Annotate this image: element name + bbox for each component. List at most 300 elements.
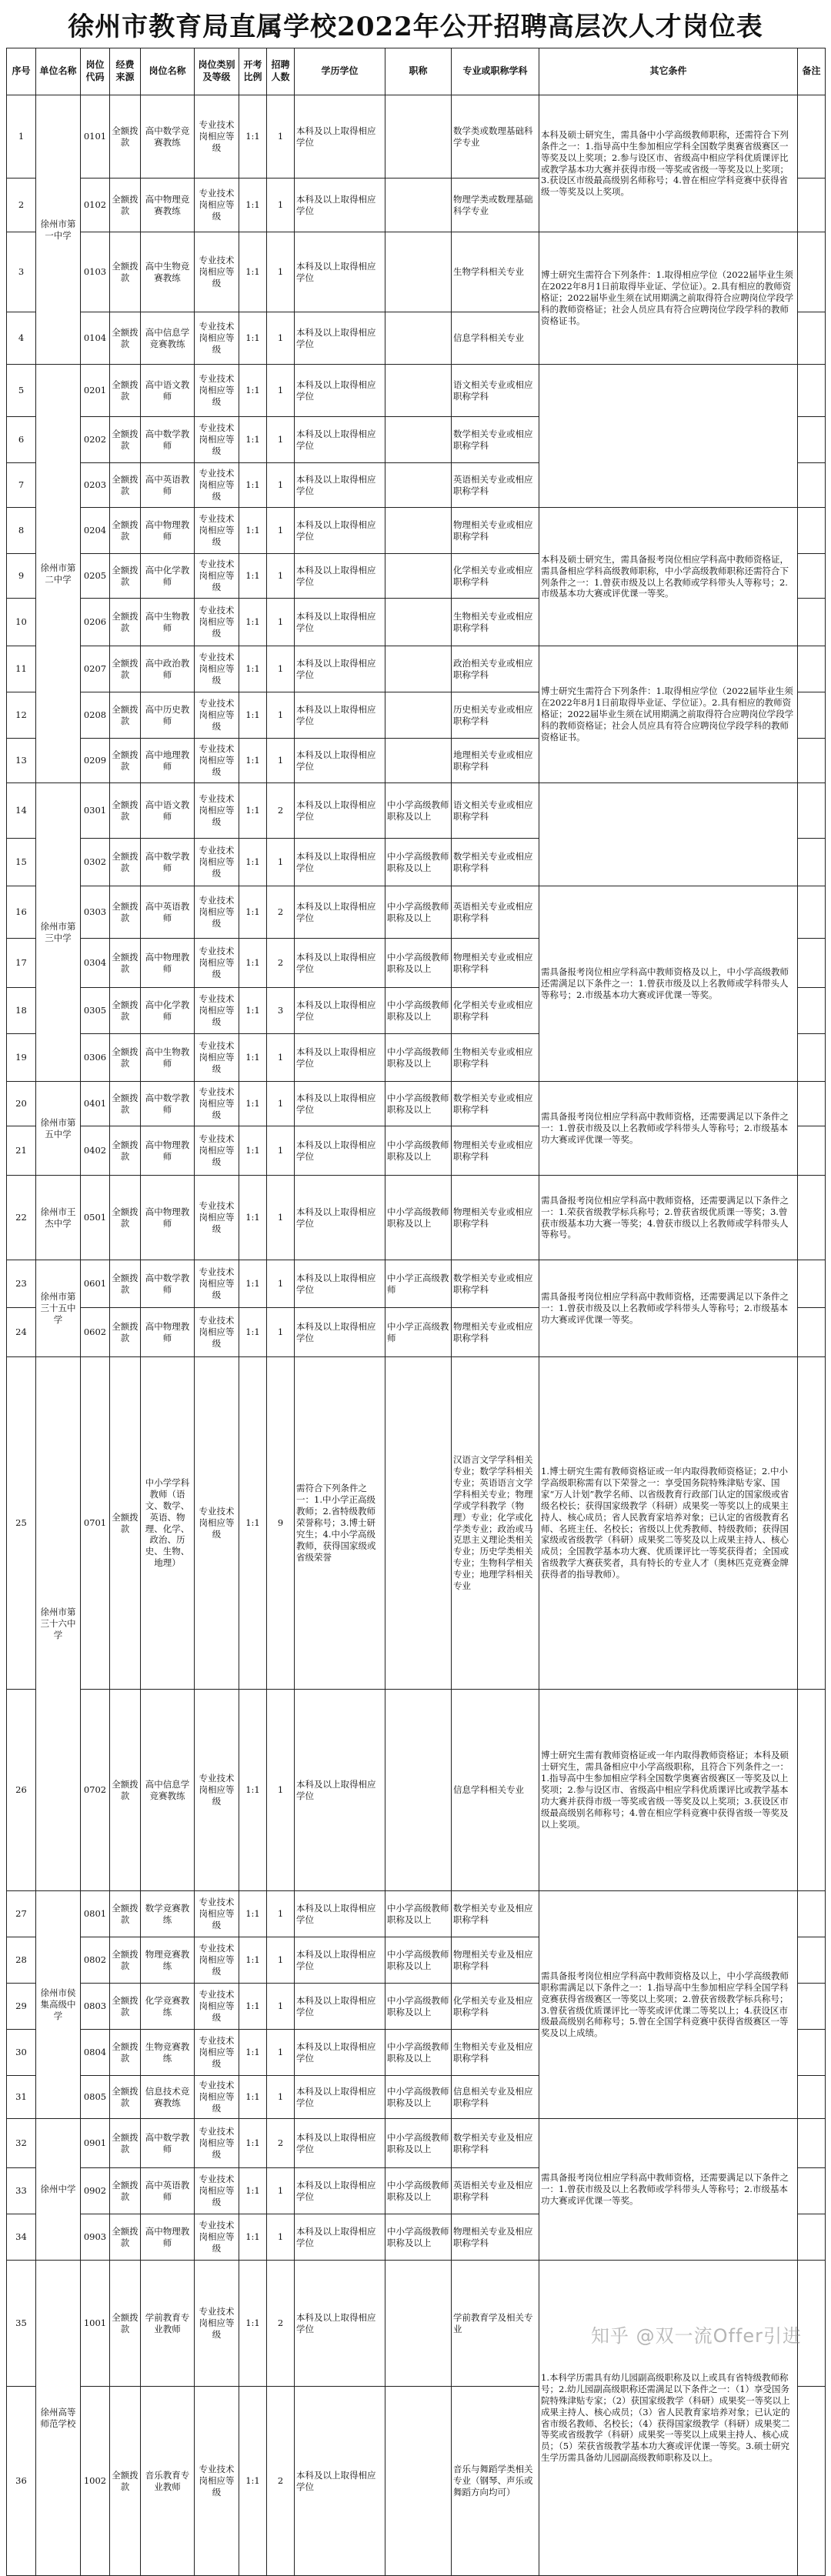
- major-requirement: 化学相关专业或相应职称学科: [452, 554, 539, 599]
- row-number: 11: [7, 646, 36, 692]
- post-code: 0701: [81, 1357, 110, 1690]
- education-degree: 本科及以上取得相应学位: [295, 1176, 385, 1260]
- exam-ratio: 1:1: [239, 739, 267, 783]
- post-code: 0209: [81, 739, 110, 783]
- column-header: 专业或职称学科: [452, 48, 539, 95]
- recruit-count: 1: [267, 365, 295, 417]
- remarks: [798, 1891, 826, 1937]
- remarks: [798, 1176, 826, 1260]
- post-code: 0102: [81, 179, 110, 232]
- row-number: 7: [7, 463, 36, 508]
- exam-ratio: 1:1: [239, 463, 267, 508]
- exam-ratio: 1:1: [239, 839, 267, 886]
- post-category: 专业技术岗相应等级: [195, 988, 239, 1034]
- post-name: 学前教育专业教师: [141, 2261, 195, 2387]
- recruit-count: 2: [267, 783, 295, 839]
- education-degree: 本科及以上取得相应学位: [295, 599, 385, 646]
- education-degree: 本科及以上取得相应学位: [295, 739, 385, 783]
- exam-ratio: 1:1: [239, 554, 267, 599]
- education-degree: 本科及以上取得相应学位: [295, 2261, 385, 2387]
- fund-source: 全额拨款: [110, 692, 141, 739]
- recruit-count: 2: [267, 886, 295, 939]
- post-name: 音乐教育专业教师: [141, 2387, 195, 2576]
- professional-title: [385, 417, 452, 463]
- education-degree: 本科及以上取得相应学位: [295, 2387, 385, 2576]
- major-requirement: 生物学科相关专业: [452, 232, 539, 312]
- exam-ratio: 1:1: [239, 988, 267, 1034]
- unit-name: 徐州市第三十六中学: [36, 1357, 81, 1891]
- column-header: 岗位代码: [81, 48, 110, 95]
- post-category: 专业技术岗相应等级: [195, 2214, 239, 2261]
- post-name: 高中物理竞赛教练: [141, 179, 195, 232]
- post-code: 0207: [81, 646, 110, 692]
- table-row: [7, 1176, 826, 1260]
- fund-source: 全额拨款: [110, 232, 141, 312]
- fund-source: 全额拨款: [110, 1082, 141, 1126]
- remarks: [798, 646, 826, 692]
- education-degree: 本科及以上取得相应学位: [295, 1690, 385, 1891]
- column-header: 职称: [385, 48, 452, 95]
- exam-ratio: 1:1: [239, 1176, 267, 1260]
- major-requirement: 生物相关专业或相应职称学科: [452, 599, 539, 646]
- major-requirement: 政治相关专业或相应职称学科: [452, 646, 539, 692]
- remarks: [798, 939, 826, 988]
- row-number: 22: [7, 1176, 36, 1260]
- post-name: 生物竞赛教练: [141, 2030, 195, 2076]
- education-degree: 本科及以上取得相应学位: [295, 463, 385, 508]
- exam-ratio: 1:1: [239, 2387, 267, 2576]
- other-conditions: 1.本科学历需具有幼儿园副高级职称及以上或具有省特级教师称号；2.幼儿园副高级职称还需满足以下条件之一：（1）享受国务院特殊津贴专家；（2）获国家级教学（科研）成果奖一等奖以上成果主持人、核心成员；（3）省人民教育家培养对象；已认定的省市级名教师、名校长；（4）获得国家级教学（科研）成果奖二等奖或省级教学（科研）成果奖一等奖以上成果主持人、核心成员；（5）荣获省级教学基本功大赛或评优课一等奖。3.硕士研究生学历需具备幼儿园副高级教师职称及以上。: [539, 2261, 798, 2576]
- post-code: 0306: [81, 1034, 110, 1082]
- professional-title: 中小学高级教师职称及以上: [385, 1126, 452, 1176]
- remarks: [798, 1308, 826, 1357]
- remarks: [798, 365, 826, 417]
- table-row: [7, 1690, 826, 1891]
- row-number: 36: [7, 2387, 36, 2576]
- post-code: 0101: [81, 95, 110, 179]
- recruit-count: 1: [267, 646, 295, 692]
- remarks: [798, 692, 826, 739]
- post-category: 专业技术岗相应等级: [195, 1690, 239, 1891]
- recruit-count: 9: [267, 1357, 295, 1690]
- education-degree: 本科及以上取得相应学位: [295, 2119, 385, 2168]
- row-number: 8: [7, 508, 36, 554]
- post-name: 高中数学教师: [141, 839, 195, 886]
- education-degree: 本科及以上取得相应学位: [295, 1034, 385, 1082]
- table-row: [7, 2119, 826, 2168]
- post-name: 高中历史教师: [141, 692, 195, 739]
- education-degree: 本科及以上取得相应学位: [295, 1260, 385, 1308]
- post-category: 专业技术岗相应等级: [195, 939, 239, 988]
- post-name: 高中数学竞赛教练: [141, 95, 195, 179]
- post-code: 0401: [81, 1082, 110, 1126]
- major-requirement: 生物相关专业及相应职称学科: [452, 2030, 539, 2076]
- post-code: 0103: [81, 232, 110, 312]
- row-number: 24: [7, 1308, 36, 1357]
- post-code: 0402: [81, 1126, 110, 1176]
- other-conditions: 博士研究生需符合下列条件：1.取得相应学位（2022届毕业生须在2022年8月1日前取得毕业证、学位证）。2.具有相应的教师资格证；2022届毕业生须在试用期满之前取得符合应聘岗位学段学科的教师资格证；社会人员应具有符合应聘岗位学段学科的教师资格证书。: [539, 646, 798, 783]
- exam-ratio: 1:1: [239, 692, 267, 739]
- recruit-count: 1: [267, 554, 295, 599]
- professional-title: 中小学高级教师职称及以上: [385, 2076, 452, 2119]
- column-header: 开考比例: [239, 48, 267, 95]
- remarks: [798, 2076, 826, 2119]
- education-degree: 本科及以上取得相应学位: [295, 839, 385, 886]
- major-requirement: 生物相关专业或相应职称学科: [452, 1034, 539, 1082]
- row-number: 4: [7, 312, 36, 365]
- recruit-count: 1: [267, 463, 295, 508]
- post-code: 0204: [81, 508, 110, 554]
- exam-ratio: 1:1: [239, 232, 267, 312]
- exam-ratio: 1:1: [239, 2076, 267, 2119]
- post-code: 0203: [81, 463, 110, 508]
- major-requirement: 物理相关专业或相应职称学科: [452, 1308, 539, 1357]
- fund-source: 全额拨款: [110, 1937, 141, 1984]
- education-degree: 本科及以上取得相应学位: [295, 2214, 385, 2261]
- row-number: 10: [7, 599, 36, 646]
- exam-ratio: 1:1: [239, 599, 267, 646]
- remarks: [798, 1690, 826, 1891]
- other-conditions: 需具备报考岗位相应学科高中教师资格及以上，中小学高级教师还需满足以下条件之一：1.曾获市级及以上名教师或学科带头人等称号；2.市级基本功大赛或评优课一等奖。: [539, 886, 798, 1082]
- post-category: 专业技术岗相应等级: [195, 2119, 239, 2168]
- post-category: 专业技术岗相应等级: [195, 1176, 239, 1260]
- professional-title: [385, 599, 452, 646]
- row-number: 9: [7, 554, 36, 599]
- education-degree: 本科及以上取得相应学位: [295, 1984, 385, 2030]
- post-code: 0305: [81, 988, 110, 1034]
- fund-source: 全额拨款: [110, 1126, 141, 1176]
- post-code: 0901: [81, 2119, 110, 2168]
- unit-name: 徐州市第三十五中学: [36, 1260, 81, 1357]
- recruitment-table: [6, 48, 826, 2576]
- table-row: [7, 95, 826, 179]
- post-code: 0702: [81, 1690, 110, 1891]
- unit-name: 徐州市第五中学: [36, 1082, 81, 1176]
- post-name: 信息技术竞赛教练: [141, 2076, 195, 2119]
- fund-source: 全额拨款: [110, 417, 141, 463]
- professional-title: [385, 508, 452, 554]
- education-degree: 本科及以上取得相应学位: [295, 1308, 385, 1357]
- professional-title: [385, 232, 452, 312]
- post-code: 1001: [81, 2261, 110, 2387]
- education-degree: 本科及以上取得相应学位: [295, 1891, 385, 1937]
- post-category: 专业技术岗相应等级: [195, 95, 239, 179]
- watermark: 知乎 @双一流Offer引进: [590, 2325, 802, 2347]
- row-number: 34: [7, 2214, 36, 2261]
- row-number: 5: [7, 365, 36, 417]
- professional-title: 中小学高级教师职称及以上: [385, 2030, 452, 2076]
- exam-ratio: 1:1: [239, 1034, 267, 1082]
- remarks: [798, 1937, 826, 1984]
- table-row: [7, 1891, 826, 1937]
- major-requirement: 物理相关专业及相应职称学科: [452, 2214, 539, 2261]
- table-row: [7, 646, 826, 692]
- recruit-count: 1: [267, 417, 295, 463]
- recruit-count: 1: [267, 1690, 295, 1891]
- remarks: [798, 1357, 826, 1690]
- professional-title: [385, 554, 452, 599]
- post-name: 高中物理教师: [141, 1176, 195, 1260]
- exam-ratio: 1:1: [239, 783, 267, 839]
- post-code: 0801: [81, 1891, 110, 1937]
- professional-title: 中小学高级教师职称及以上: [385, 1082, 452, 1126]
- recruit-count: 1: [267, 1984, 295, 2030]
- exam-ratio: 1:1: [239, 508, 267, 554]
- row-number: 12: [7, 692, 36, 739]
- remarks: [798, 95, 826, 179]
- post-name: 高中信息学竞赛教练: [141, 312, 195, 365]
- professional-title: 中小学高级教师职称及以上: [385, 1984, 452, 2030]
- major-requirement: 物理相关专业或相应职称学科: [452, 1126, 539, 1176]
- remarks: [798, 783, 826, 839]
- professional-title: 中小学高级教师职称及以上: [385, 988, 452, 1034]
- fund-source: 全额拨款: [110, 1260, 141, 1308]
- column-header: 学历学位: [295, 48, 385, 95]
- post-category: 专业技术岗相应等级: [195, 692, 239, 739]
- post-category: 专业技术岗相应等级: [195, 1308, 239, 1357]
- remarks: [798, 2214, 826, 2261]
- post-code: 0805: [81, 2076, 110, 2119]
- recruit-count: 1: [267, 1308, 295, 1357]
- exam-ratio: 1:1: [239, 886, 267, 939]
- row-number: 18: [7, 988, 36, 1034]
- fund-source: 全额拨款: [110, 365, 141, 417]
- professional-title: [385, 646, 452, 692]
- other-conditions: 1.博士研究生需有教师资格证或一年内取得教师资格证；2.中小学高级职称需有以下荣誉之一：享受国务院特殊津贴专家、国家“万人计划”教学名师、以省级教育行政部门认定的国家级或省级名校长；获得国家级教学（科研）成果奖一等奖以上的成果主持人、核心成员；省人民教育家培养对象；已认定的省级教育名师、名班主任、名校长；省级以上优秀教师、特级教师；获得国家级或省级教学（科研）成果奖二等奖及以上成果主持人、核心成员；全国教学基本功大赛、优质课评比一等奖获得者；全国或省级教学大赛获奖者，具有特长的专业人才（奥林匹克竞赛金牌获得者的指导教师）。: [539, 1357, 798, 1690]
- remarks: [798, 739, 826, 783]
- recruit-count: 1: [267, 1082, 295, 1126]
- education-degree: 本科及以上取得相应学位: [295, 417, 385, 463]
- recruit-count: 1: [267, 95, 295, 179]
- professional-title: 中小学高级教师职称及以上: [385, 1937, 452, 1984]
- education-degree: 本科及以上取得相应学位: [295, 783, 385, 839]
- other-conditions: 需具备报考岗位相应学科高中教师资格，还需要满足以下条件之一：1.荣获省级教学标兵称号；2.曾获省级优质课一等奖；3.曾获市级基本功大赛一等奖；4.曾获市级以上名教师或学科带头人等称号。: [539, 1176, 798, 1260]
- post-name: 高中英语教师: [141, 886, 195, 939]
- row-number: 31: [7, 2076, 36, 2119]
- exam-ratio: 1:1: [239, 365, 267, 417]
- exam-ratio: 1:1: [239, 2261, 267, 2387]
- fund-source: 全额拨款: [110, 2387, 141, 2576]
- education-degree: 本科及以上取得相应学位: [295, 1937, 385, 1984]
- professional-title: [385, 95, 452, 179]
- page-title: 徐州市教育局直属学校2022年公开招聘高层次人才岗位表: [68, 11, 763, 42]
- row-number: 32: [7, 2119, 36, 2168]
- column-header: 序号: [7, 48, 36, 95]
- major-requirement: 信息学科相关专业: [452, 1690, 539, 1891]
- table-body: [7, 95, 826, 2576]
- education-degree: 本科及以上取得相应学位: [295, 692, 385, 739]
- recruit-count: 1: [267, 312, 295, 365]
- education-degree: 本科及以上取得相应学位: [295, 886, 385, 939]
- recruit-count: 1: [267, 2030, 295, 2076]
- education-degree: 本科及以上取得相应学位: [295, 95, 385, 179]
- post-code: 0501: [81, 1176, 110, 1260]
- professional-title: 中小学高级教师职称及以上: [385, 1034, 452, 1082]
- recruit-count: 1: [267, 232, 295, 312]
- row-number: 6: [7, 417, 36, 463]
- recruit-count: 2: [267, 2119, 295, 2168]
- recruit-count: 1: [267, 1891, 295, 1937]
- remarks: [798, 2030, 826, 2076]
- table-header-row: [7, 48, 826, 95]
- post-name: 高中物理教师: [141, 1308, 195, 1357]
- other-conditions: 需具备报考岗位相应学科高中教师资格，还需要满足以下条件之一：1.曾获市级及以上名教师或学科带头人等称号；2.市级基本功大赛或评优课一等奖。: [539, 1082, 798, 1176]
- row-number: 28: [7, 1937, 36, 1984]
- post-category: 专业技术岗相应等级: [195, 417, 239, 463]
- professional-title: [385, 312, 452, 365]
- major-requirement: 数学相关专业及相应职称学科: [452, 2119, 539, 2168]
- post-name: 高中地理教师: [141, 739, 195, 783]
- post-name: 高中数学教师: [141, 417, 195, 463]
- recruit-count: 1: [267, 2214, 295, 2261]
- other-conditions: 需具备报考岗位相应学科高中教师资格及以上，中小学高级教师职称需满足以下条件之一：1.指导高中生参加相应学科全国学科竞赛获得省级赛区一等奖以上奖项；2.曾获省级教学标兵称号；3.曾获省级优质课评比一等奖或评优课二等奖以上；4.获设区市级最高级别名师称号；5.曾在全国学科竞赛中获得省级赛区一等奖及以上成绩。: [539, 1891, 798, 2119]
- recruit-count: 1: [267, 1126, 295, 1176]
- post-category: 专业技术岗相应等级: [195, 783, 239, 839]
- major-requirement: 数学相关专业或相应职称学科: [452, 839, 539, 886]
- fund-source: 全额拨款: [110, 783, 141, 839]
- post-category: 专业技术岗相应等级: [195, 2030, 239, 2076]
- table-row: [7, 232, 826, 312]
- remarks: [798, 179, 826, 232]
- professional-title: [385, 2387, 452, 2576]
- exam-ratio: 1:1: [239, 1984, 267, 2030]
- recruit-count: 1: [267, 739, 295, 783]
- professional-title: 中小学高级教师职称及以上: [385, 1891, 452, 1937]
- fund-source: 全额拨款: [110, 95, 141, 179]
- post-name: 高中政治教师: [141, 646, 195, 692]
- post-category: 专业技术岗相应等级: [195, 1260, 239, 1308]
- remarks: [798, 1126, 826, 1176]
- fund-source: 全额拨款: [110, 2214, 141, 2261]
- recruit-count: 1: [267, 839, 295, 886]
- fund-source: 全额拨款: [110, 739, 141, 783]
- exam-ratio: 1:1: [239, 417, 267, 463]
- recruit-count: 1: [267, 2168, 295, 2214]
- fund-source: 全额拨款: [110, 1891, 141, 1937]
- major-requirement: 英语相关专业或相应职称学科: [452, 463, 539, 508]
- professional-title: [385, 1357, 452, 1690]
- remarks: [798, 2168, 826, 2214]
- row-number: 29: [7, 1984, 36, 2030]
- major-requirement: 信息学科相关专业: [452, 312, 539, 365]
- exam-ratio: 1:1: [239, 939, 267, 988]
- post-category: 专业技术岗相应等级: [195, 312, 239, 365]
- post-category: 专业技术岗相应等级: [195, 554, 239, 599]
- unit-name: 徐州市第三中学: [36, 783, 81, 1082]
- column-header: 单位名称: [36, 48, 81, 95]
- post-code: 0302: [81, 839, 110, 886]
- major-requirement: 数学类或数理基础科学专业: [452, 95, 539, 179]
- major-requirement: 物理相关专业或相应职称学科: [452, 508, 539, 554]
- recruit-count: 2: [267, 2387, 295, 2576]
- post-name: 物理竞赛教练: [141, 1937, 195, 1984]
- post-category: 专业技术岗相应等级: [195, 2261, 239, 2387]
- remarks: [798, 1034, 826, 1082]
- remarks: [798, 463, 826, 508]
- table-row: [7, 886, 826, 939]
- remarks: [798, 1260, 826, 1308]
- post-name: 高中英语教师: [141, 463, 195, 508]
- major-requirement: 物理相关专业或相应职称学科: [452, 939, 539, 988]
- exam-ratio: 1:1: [239, 95, 267, 179]
- exam-ratio: 1:1: [239, 2168, 267, 2214]
- post-name: 高中生物教师: [141, 1034, 195, 1082]
- recruit-count: 1: [267, 1176, 295, 1260]
- fund-source: 全额拨款: [110, 508, 141, 554]
- professional-title: 中小学高级教师职称及以上: [385, 2214, 452, 2261]
- remarks: [798, 508, 826, 554]
- fund-source: 全额拨款: [110, 839, 141, 886]
- remarks: [798, 2387, 826, 2576]
- post-category: 专业技术岗相应等级: [195, 179, 239, 232]
- post-code: 1002: [81, 2387, 110, 2576]
- column-header: 备注: [798, 48, 826, 95]
- exam-ratio: 1:1: [239, 1082, 267, 1126]
- row-number: 23: [7, 1260, 36, 1308]
- education-degree: 本科及以上取得相应学位: [295, 365, 385, 417]
- fund-source: 全额拨款: [110, 2119, 141, 2168]
- other-conditions: 博士研究生需有教师资格证或一年内取得教师资格证；本科及硕士研究生，需具备相应中小学高级职称，且符合下列条件之一：1.指导高中生参加相应学科全国数学奥赛省级赛区一等奖及以上奖项；2.参与设区市、省级高中相应学科优质课评比或教学基本功大赛并获得市级一等奖或省级一等奖及以上奖项；3.获设区市级最高级别名师称号；4.曾在相应学科竞赛中获得省级一等奖及以上奖项。: [539, 1690, 798, 1891]
- post-category: 专业技术岗相应等级: [195, 2076, 239, 2119]
- education-degree: 本科及以上取得相应学位: [295, 646, 385, 692]
- post-category: 专业技术岗相应等级: [195, 646, 239, 692]
- post-category: 专业技术岗相应等级: [195, 508, 239, 554]
- post-category: 专业技术岗相应等级: [195, 886, 239, 939]
- recruit-count: 1: [267, 1937, 295, 1984]
- professional-title: 中小学高级教师职称及以上: [385, 2119, 452, 2168]
- other-conditions: 博士研究生需符合下列条件：1.取得相应学位（2022届毕业生须在2022年8月1日前取得毕业证、学位证）。2.具有相应的教师资格证；2022届毕业生须在试用期满之前取得符合应聘岗位学段学科的教师资格证；社会人员应具有符合应聘岗位学段学科的教师资格证书。: [539, 232, 798, 365]
- post-name: 高中数学教师: [141, 1260, 195, 1308]
- major-requirement: 信息相关专业及相应职称学科: [452, 2076, 539, 2119]
- post-code: 0208: [81, 692, 110, 739]
- remarks: [798, 312, 826, 365]
- post-category: 专业技术岗相应等级: [195, 599, 239, 646]
- column-header: 其它条件: [539, 48, 798, 95]
- major-requirement: 数学相关专业或相应职称学科: [452, 1082, 539, 1126]
- post-name: 高中数学教师: [141, 1082, 195, 1126]
- post-category: 专业技术岗相应等级: [195, 1937, 239, 1984]
- professional-title: [385, 463, 452, 508]
- post-code: 0301: [81, 783, 110, 839]
- post-name: 化学竞赛教练: [141, 1984, 195, 2030]
- exam-ratio: 1:1: [239, 2214, 267, 2261]
- post-code: 0601: [81, 1260, 110, 1308]
- post-name: 高中信息学竞赛教练: [141, 1690, 195, 1891]
- row-number: 21: [7, 1126, 36, 1176]
- other-conditions: [539, 365, 798, 508]
- professional-title: [385, 179, 452, 232]
- column-header: 经费来源: [110, 48, 141, 95]
- post-name: 高中语文教师: [141, 365, 195, 417]
- professional-title: 中小学高级教师职称及以上: [385, 886, 452, 939]
- recruit-count: 3: [267, 988, 295, 1034]
- remarks: [798, 988, 826, 1034]
- recruit-count: 2: [267, 939, 295, 988]
- other-conditions: [539, 783, 798, 886]
- row-number: 35: [7, 2261, 36, 2387]
- post-name: 高中物理教师: [141, 2214, 195, 2261]
- unit-name: 徐州高等师范学校: [36, 2261, 81, 2576]
- row-number: 27: [7, 1891, 36, 1937]
- exam-ratio: 1:1: [239, 312, 267, 365]
- post-code: 0903: [81, 2214, 110, 2261]
- row-number: 2: [7, 179, 36, 232]
- post-code: 0802: [81, 1937, 110, 1984]
- post-code: 0902: [81, 2168, 110, 2214]
- post-name: 中小学学科教师（语文、数学、英语、物理、化学、政治、历史、生物、地理）: [141, 1357, 195, 1690]
- remarks: [798, 886, 826, 939]
- post-name: 高中生物竞赛教练: [141, 232, 195, 312]
